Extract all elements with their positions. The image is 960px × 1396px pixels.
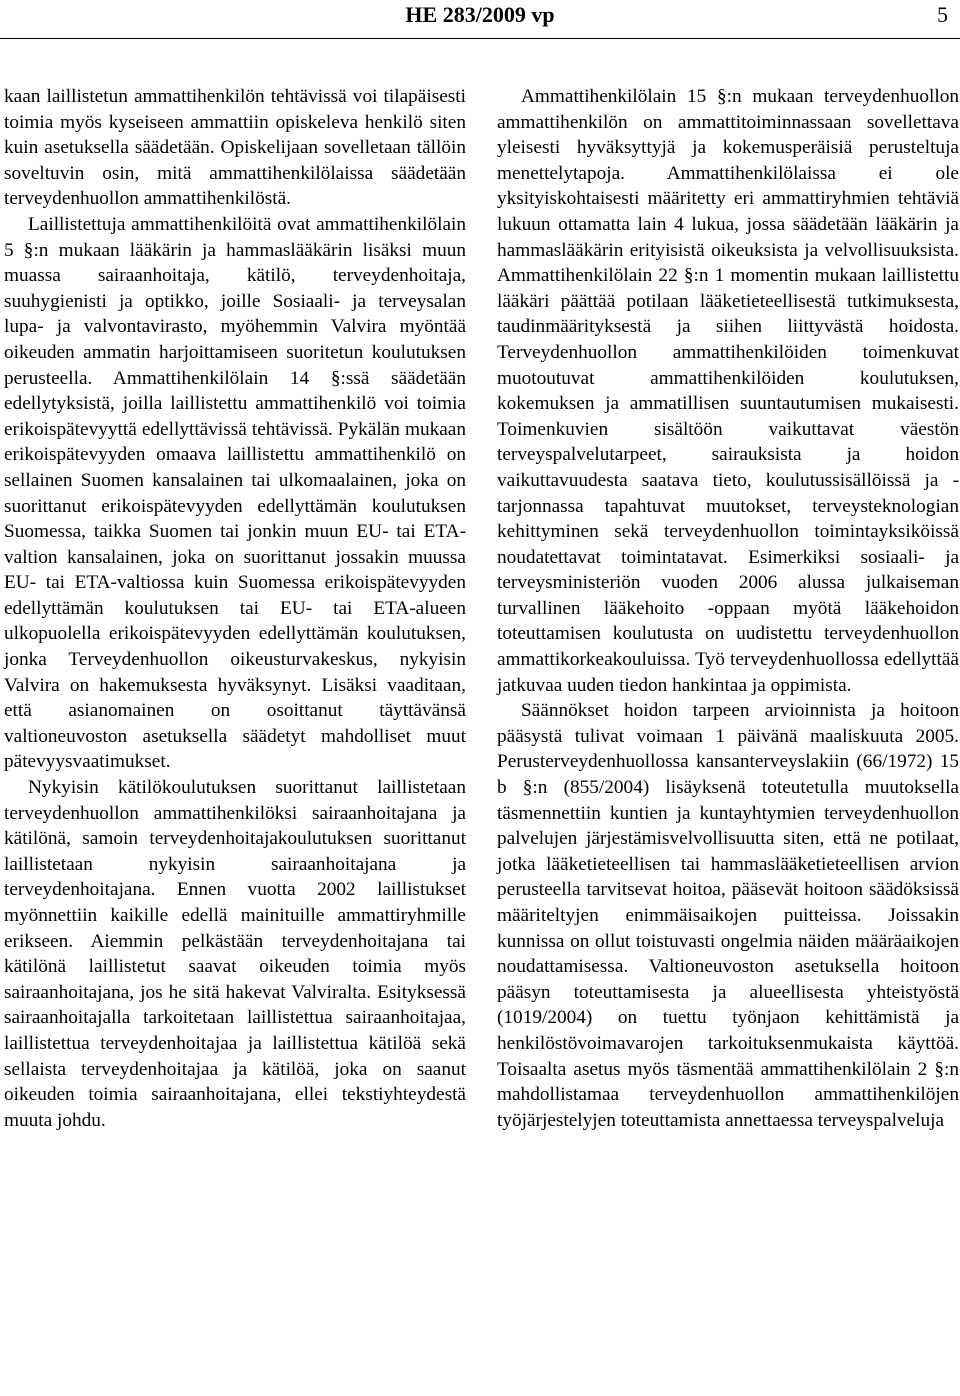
paragraph: Nykyisin kätilökoulutuksen suorittanut laillistetaan terveydenhuollon ammattihenkilöksi sairaanhoitajana ja kätilönä, samoin terveydenhoitajakoulutuksen suorittanut laillistetaan nykyisin sairaanhoitajana ja terveydenhoitajana. Ennen vuotta 2002 laillistukset myönnettiin kaikille edellä mainituille ammattiryhmille erikseen. Aiemmin pelkästään terveydenhoitajana tai kätilönä laillistetut saavat oikeuden toimia myös sairaanhoitajana, jos he sitä hakevat Valviralta. Esityksessä sairaanhoitajalla tarkoitetaan laillistettua sairaanhoitajaa, laillistettua terveydenhoitajaa ja laillistettua kätilöä sekä sellaista terveydenhoitajaa ja kätilöä, joka on saanut oikeuden toimia sairaanhoitajana, ellei tekstiyhteydestä muuta johdu. xyxy=(4,777,466,1131)
paragraph: kaan laillistetun ammattihenkilön tehtävissä voi tilapäisesti toimia myös kyseiseen ammattiin opiskeleva henkilö siten kuin asetuksella säädetään. Opiskelijaan sovelletaan tällöin soveltuvin osin, mitä ammattihenkilölaissa säädetään terveydenhuollon ammattihenkilöstä. xyxy=(4,86,466,210)
left-column xyxy=(4,84,466,1133)
right-column xyxy=(497,84,959,1133)
header-rule xyxy=(0,38,960,39)
paragraph: Laillistettuja ammattihenkilöitä ovat ammattihenkilölain 5 §:n mukaan lääkärin ja hammaslääkärin lisäksi muun muassa sairaanhoitaja, kätilö, terveydenhoitaja, suuhygienisti ja optikko, joille Sosiaali- ja terveysalan lupa- ja valvontavirasto, myöhemmin Valvira myöntää oikeuden ammatin harjoittamiseen suoritetun koulutuksen perusteella. Ammattihenkilölain 14 §:ssä säädetään edellytyksistä, joilla laillistettu ammattihenkilö voi toimia erikoispätevyyttä edellyttävissä tehtävissä. Pykälän mukaan erikoispätevyyden omaava laillistettu ammattihenkilö on sellainen Suomen kansalainen tai ulkomaalainen, joka on suorittanut erikoispätevyyden edellyttämän koulutuksen Suomessa, taikka Suomen tai jonkin muun EU- tai ETA-valtion kansalainen, joka on suorittanut jossakin muussa EU- tai ETA-valtiossa kuin Suomessa erikoispätevyyden edellyttämän koulutuksen tai EU- tai ETA-alueen ulkopuolella erikoispätevyyden edellyttämän koulutuksen, jonka Terveydenhuollon oikeusturvakeskus, nykyisin Valvira on hakemuksesta hyväksynyt. Lisäksi vaaditaan, että asianomainen on osoittanut täyttävänsä valtioneuvoston asetuksella säädetyt mahdolliset muut pätevyysvaatimukset. xyxy=(4,213,466,773)
page-number: 5 xyxy=(937,2,948,27)
page-header xyxy=(0,0,960,30)
paragraph: Ammattihenkilölain 15 §:n mukaan terveydenhuollon ammattihenkilön on ammattitoiminnassaan sovellettava yleisesti hyväksyttyjä ja kokemusperäisiä perusteltuja menettelytapoja. Ammattihenkilölaissa ei ole yksityiskohtaisesti määritetty eri ammattiryhmien tehtäviä lukuun ottamatta lain 4 lukua, jossa säädetään lääkärin ja hammaslääkärin erityisistä oikeuksista ja velvollisuuksista. Ammattihenkilölain 22 §:n 1 momentin mukaan laillistettu lääkäri päättää potilaan lääketieteellisestä tutkimuksesta, taudinmäärityksestä ja siihen liittyvästä hoidosta. Terveydenhuollon ammattihenkilöiden toimenkuvat muotoutuvat ammattihenkilöiden koulutuksen, kokemuksen ja ammatillisen suuntautumisen mukaisesti. Toimenkuvien sisältöön vaikuttavat väestön terveyspalvelutarpeet, sairauksista ja hoidon vaikuttavuudesta saatava tieto, koulutussisällöissä ja -tarjonnassa tapahtuvat muutokset, terveysteknologian kehittyminen sekä terveydenhuollon toimintayksiköissä noudatettavat toimintatavat. Esimerkiksi sosiaali- ja terveysministeriön vuoden 2006 alussa julkaiseman turvallinen lääkehoito -oppaan myötä lääkehoidon toteuttamisen koulutusta on uudistettu terveydenhuollon ammattikorkeakouluissa. Työ terveydenhuollossa edellyttää jatkuvaa uuden tiedon hankintaa ja oppimista. xyxy=(497,86,959,696)
paragraph: Säännökset hoidon tarpeen arvioinnista ja hoitoon pääsystä tulivat voimaan 1 päivänä maaliskuuta 2005. Perusterveydenhuollossa kansanterveyslakiin (66/1972) 15 b §:n (855/2004) lisäyksenä toteutetulla muutoksella täsmennettiin kuntien ja kuntayhtymien terveydenhuollon palvelujen järjestämisvelvollisuutta siten, että ne potilaat, jotka lääketieteellisen tai hammaslääketieteellisen arvion perusteella tarvitsevat hoitoa, pääsevät hoitoon säädöksissä määriteltyjen enimmäisaikojen puitteissa. Joissakin kunnissa on ollut toistuvasti ongelmia näiden määräaikojen noudattamisessa. Valtioneuvoston asetuksella hoitoon pääsyn toteuttamisesta ja alueellisesta yhteistyöstä (1019/2004) on tuettu työnjaon kehittämistä ja henkilöstövoimavarojen tarkoituksenmukaista käyttöä. Toisaalta asetus myös täsmentää ammattihenkilölain 2 §:n mahdollistamaa terveydenhuollon ammattihenkilöjen työjärjestelyjen toteuttamista annettaessa terveyspalveluja xyxy=(497,700,959,1131)
document-id: HE 283/2009 vp xyxy=(405,2,555,27)
